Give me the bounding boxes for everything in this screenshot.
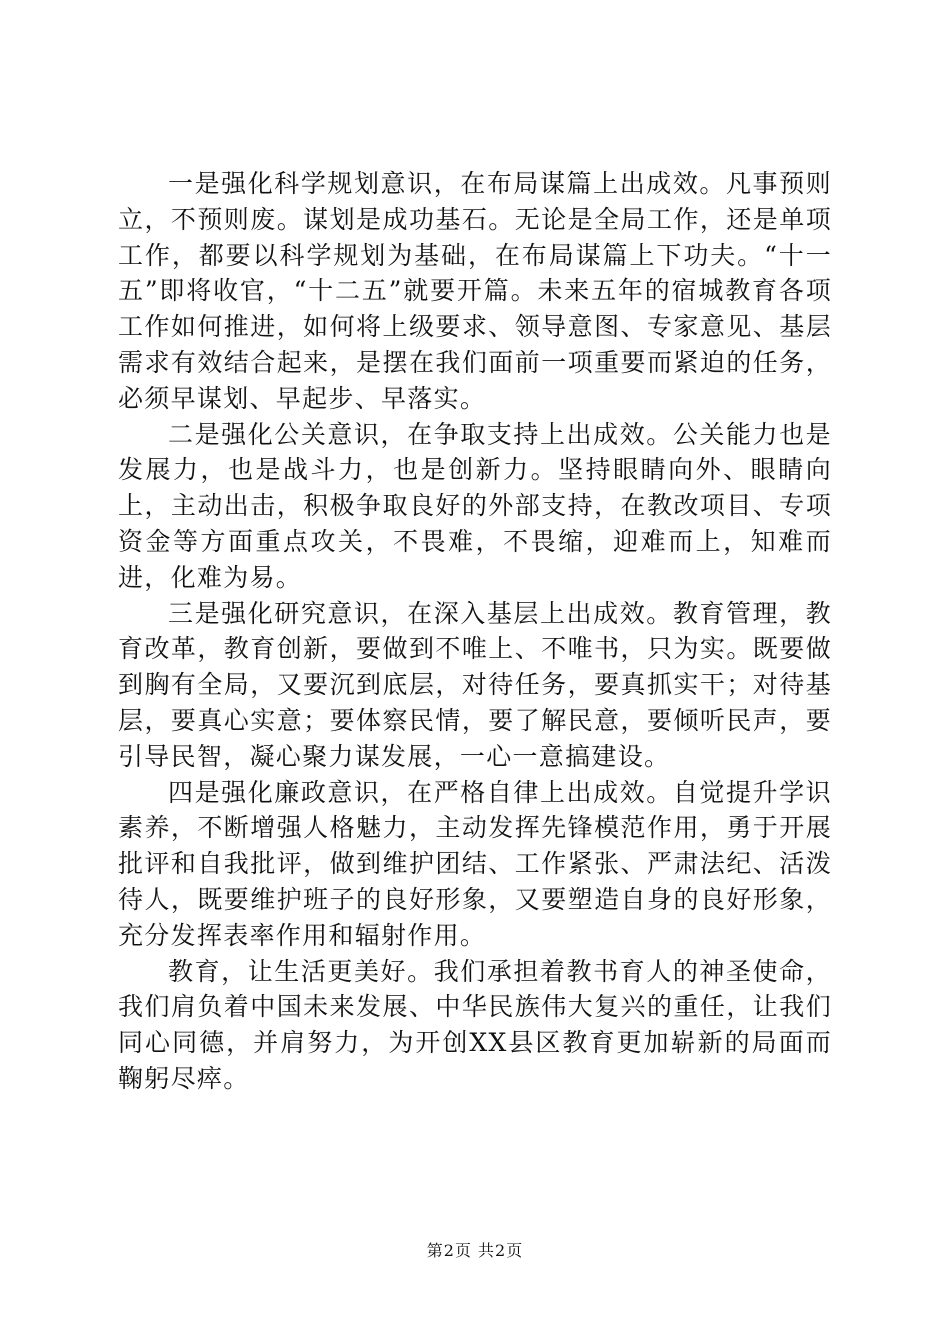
paragraph-planning: 一是强化科学规划意识，在布局谋篇上出成效。凡事预则立，不预则废。谋划是成功基石。无论是全局工作，还是单项工作，都要以科学规划为基础，在布局谋篇上下功夫。“十一五”即将收官，“十二五”就要开篇。未来五年的宿城教育各项工作如何推进，如何将上级要求、领导意图、专家意见、基层需求有效结合起来，是摆在我们面前一项重要而紧迫的任务，必须早谋划、早起步、早落实。: [118, 169, 832, 413]
paragraph-research: 三是强化研究意识，在深入基层上出成效。教育管理，教育改革，教育创新，要做到不唯上、不唯书，只为实。既要做到胸有全局，又要沉到底层，对待任务，要真抓实干；对待基层，要真心实意；要体察民情，要了解民意，要倾听民声，要引导民智，凝心聚力谋发展，一心一意搞建设。: [118, 598, 832, 771]
document-body: [118, 166, 832, 1097]
paragraph-conclusion: 教育，让生活更美好。我们承担着教书育人的神圣使命，我们肩负着中国未来发展、中华民族伟大复兴的重任，让我们同心同德，并肩努力，为开创XX县区教育更加崭新的局面而鞠躬尽瘁。: [118, 956, 832, 1093]
page-number-footer: 第2页 共2页: [426, 1241, 524, 1260]
paragraph-integrity: 四是强化廉政意识，在严格自律上出成效。自觉提升学识素养，不断增强人格魅力，主动发挥先锋模范作用，勇于开展批评和自我批评，做到维护团结、工作紧张、严肃法纪、活泼待人，既要维护班子的良好形象，又要塑造自身的良好形象，充分发挥表率作用和辐射作用。: [118, 777, 832, 950]
paragraph-public-relations: 二是强化公关意识，在争取支持上出成效。公关能力也是发展力，也是战斗力，也是创新力。坚持眼睛向外、眼睛向上，主动出击，积极争取良好的外部支持，在教改项目、专项资金等方面重点攻关，不畏难，不畏缩，迎难而上，知难而进，化难为易。: [118, 419, 832, 592]
